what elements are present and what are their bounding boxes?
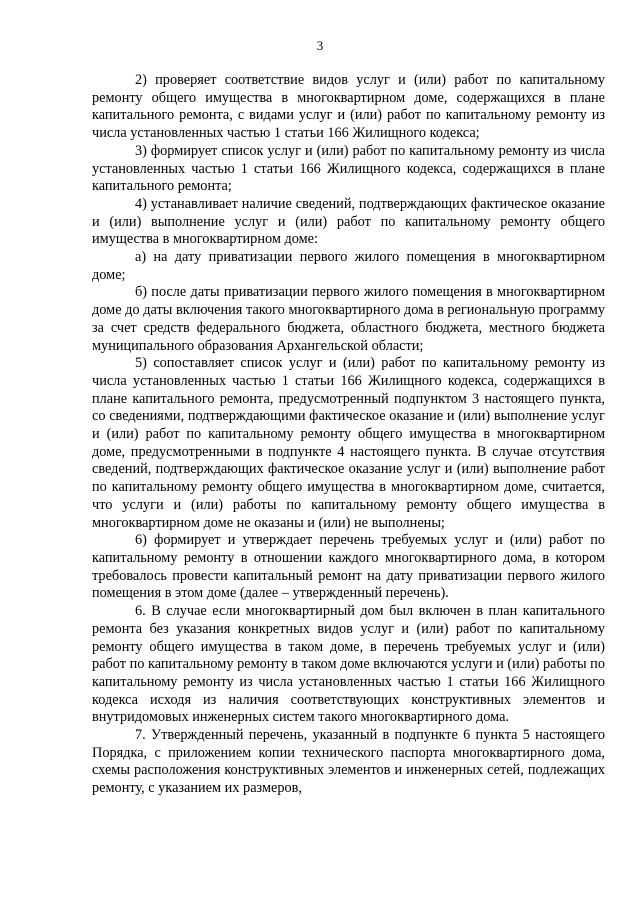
paragraph-subitem-5: 5) сопоставляет список услуг и (или) работ по капитальному ремонту из числа установленных частью 1 статьи 166 Жилищного кодекса, содержащихся в плане капитального ремонта, предусмотренный подпунктом 3 настоящего пункта, со сведениями, подтверждающими фактическое оказание и (или) выполнение услуг и (или) работ по капитальному ремонту общего имущества в многоквартирном доме, предусмотренными в подпункте 4 настоящего пункта. В случае отсутствия сведений, подтверждающих фактическое оказание услуг и (или) выполнение работ по капитальному ремонту общего имущества в многоквартирном доме, считается, что услуги и (или) работы по капитальному ремонту общего имущества в многоквартирном доме не оказаны и (или) не выполнены; xyxy=(92,355,605,531)
paragraph-subitem-4: 4) устанавливает наличие сведений, подтверждающих фактическое оказание и (или) выполнение услуг и (или) работ по капитальному ремонту общего имущества в многоквартирном доме: xyxy=(92,195,605,248)
paragraph-subitem-4b: б) после даты приватизации первого жилого помещения в многоквартирном доме до даты включения такого многоквартирного дома в региональную программу за счет средств федерального бюджета, областного бюджета, местного бюджета муниципального образования Архангельской области; xyxy=(92,284,605,354)
paragraph-item-6: 6. В случае если многоквартирный дом был включен в план капитального ремонта без указания конкретных видов услуг и (или) работ по капитальному ремонту общего имущества в таком доме, в перечень требуемых услуг и (или) работ по капитальному ремонту в таком доме включаются услуги и (или) работы по капитальному ремонту из числа установленных частью 1 статьи 166 Жилищного кодекса исходя из наличия соответствующих конструктивных элементов и внутридомовых инженерных систем такого многоквартирного дома. xyxy=(92,603,605,726)
paragraph-subitem-3: 3) формирует список услуг и (или) работ по капитальному ремонту из числа установленных частью 1 статьи 166 Жилищного кодекса, содержащихся в плане капитального ремонта; xyxy=(92,142,605,195)
page-number: 3 xyxy=(316,38,324,53)
paragraph-subitem-2: 2) проверяет соответствие видов услуг и (или) работ по капитальному ремонту общего имущества в многоквартирном доме, содержащихся в плане капитального ремонта, с видами услуг и (или) работ по капитальному ремонту из числа установленных частью 1 статьи 166 Жилищного кодекса; xyxy=(92,72,605,142)
paragraph-subitem-6: 6) формирует и утверждает перечень требуемых услуг и (или) работ по капитальному ремонту в отношении каждого многоквартирного дома, в котором требовалось провести капитальный ремонт на дату приватизации первого жилого помещения в этом доме (далее – утвержденный перечень). xyxy=(92,532,605,602)
paragraph-subitem-4a: а) на дату приватизации первого жилого помещения в многоквартирном доме; xyxy=(92,249,605,283)
paragraph-item-7: 7. Утвержденный перечень, указанный в подпункте 6 пункта 5 настоящего Порядка, с приложением копии технического паспорта многоквартирного дома, схемы расположения конструктивных элементов и инженерных сетей, подлежащих ремонту, с указанием их размеров, xyxy=(92,727,605,797)
document-body xyxy=(92,72,605,798)
